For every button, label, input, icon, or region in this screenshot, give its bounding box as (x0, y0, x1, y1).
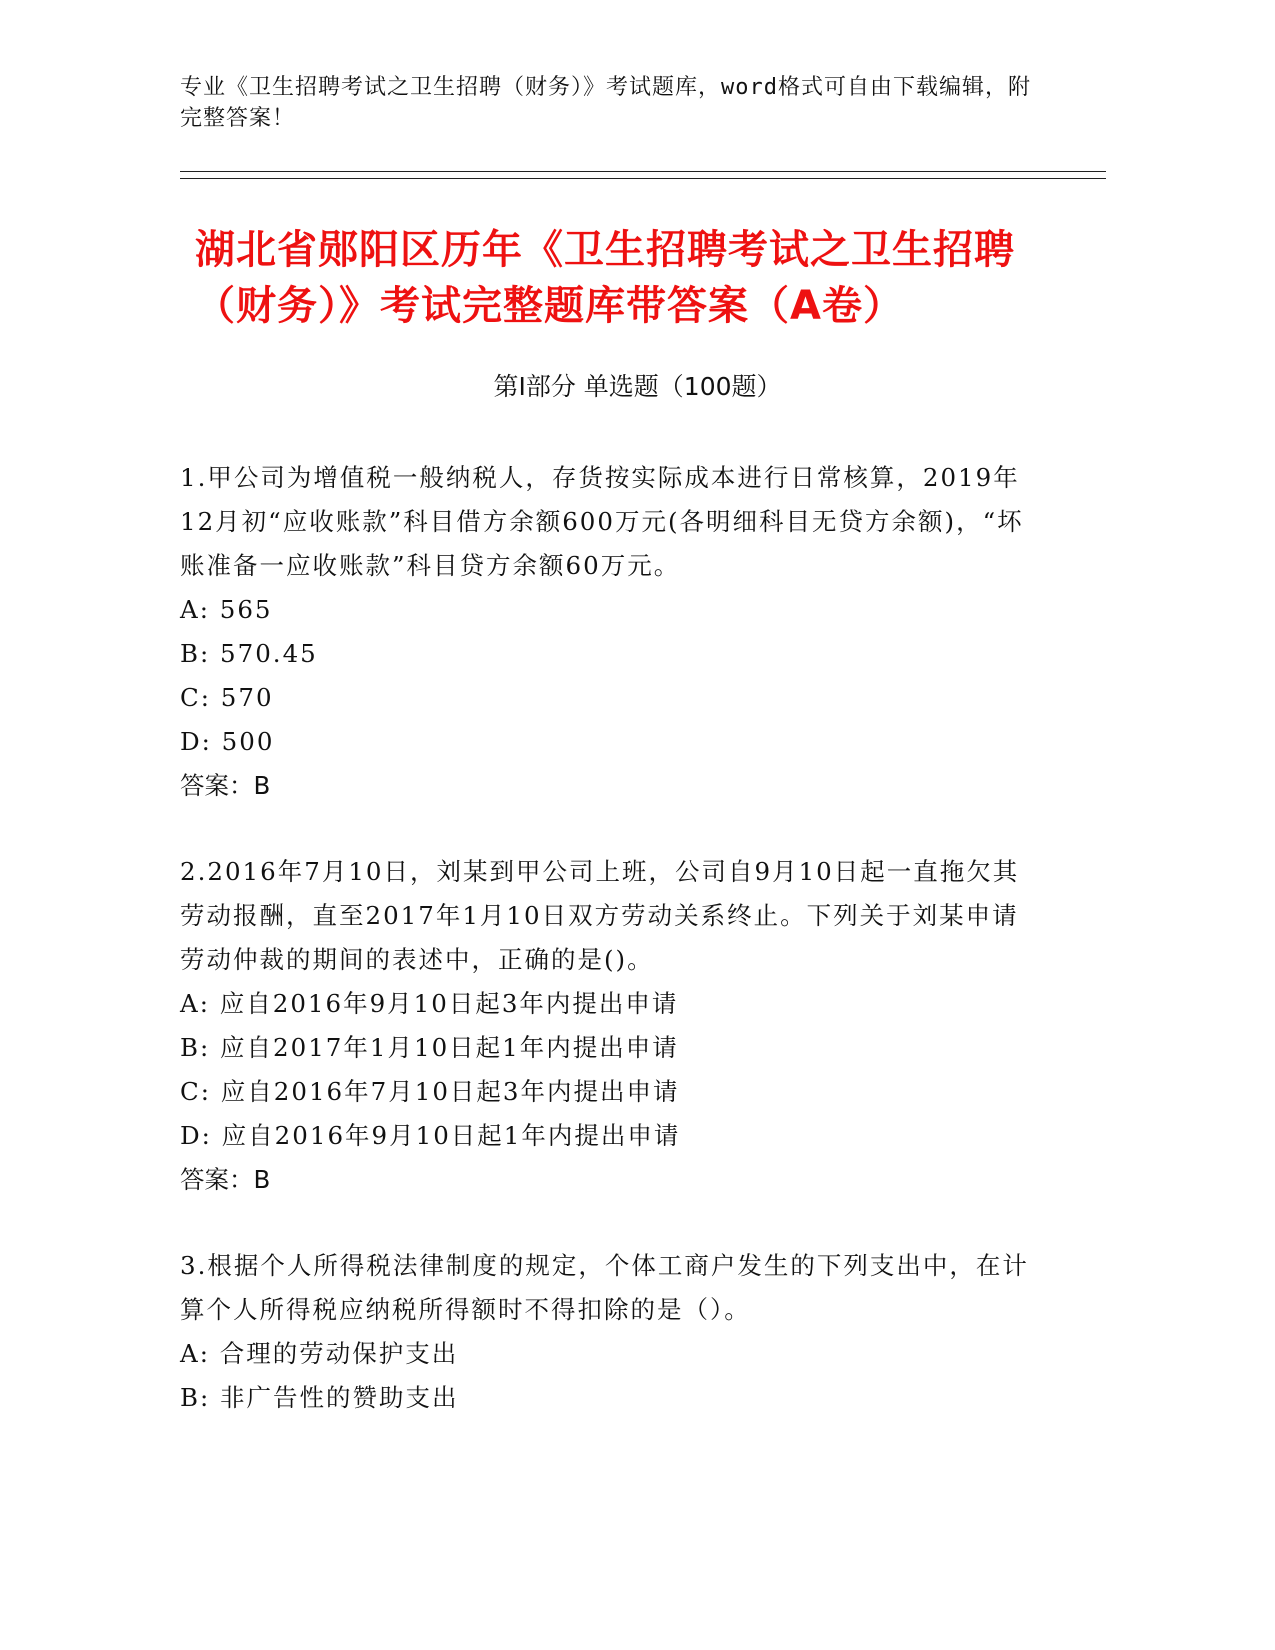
option-d: D: 应自2016年9月10日起1年内提出申请 (180, 1121, 681, 1150)
section-title: 第I部分 单选题（100题） (493, 372, 782, 401)
answer: 答案：B (180, 1165, 271, 1194)
question-stem: 1.甲公司为增值税一般纳税人，存货按实际成本进行日常核算，2019年12月初“应收账款”科目借方余额600万元(各明细科目无贷方余额)，“坏账准备一应收账款”科目贷方余额60万元。 (180, 463, 1024, 580)
question-3 (180, 1244, 1040, 1420)
answer: 答案：B (180, 771, 271, 800)
option-b: B: 非广告性的赞助支出 (180, 1383, 459, 1412)
option-c: C: 应自2016年7月10日起3年内提出申请 (180, 1077, 680, 1106)
document-title: 湖北省郧阳区历年《卫生招聘考试之卫生招聘（财务）》考试完整题库带答案（A卷） (195, 227, 1015, 329)
header-note: 专业《卫生招聘考试之卫生招聘（财务）》考试题库，word格式可自由下载编辑，附完整答案！ (180, 75, 1031, 131)
question-stem: 3.根据个人所得税法律制度的规定，个体工商户发生的下列支出中，在计算个人所得税应纳税所得额时不得扣除的是（）。 (180, 1251, 1029, 1324)
option-a: A: 565 (180, 595, 273, 624)
option-d: D: 500 (180, 727, 275, 756)
option-a: A: 应自2016年9月10日起3年内提出申请 (180, 989, 679, 1018)
question-stem: 2.2016年7月10日，刘某到甲公司上班，公司自9月10日起一直拖欠其劳动报酬，直至2017年1月10日双方劳动关系终止。下列关于刘某申请劳动仲裁的期间的表述中，正确的是()。 (180, 857, 1020, 974)
question-2 (180, 850, 1040, 1202)
option-b: B: 应自2017年1月10日起1年内提出申请 (180, 1033, 679, 1062)
header-rule-top (180, 171, 1106, 172)
question-list (180, 456, 1040, 1462)
option-c: C: 570 (180, 683, 274, 712)
header-rule-bottom (180, 178, 1106, 179)
option-a: A: 合理的劳动保护支出 (180, 1339, 459, 1368)
question-1 (180, 456, 1040, 808)
option-b: B: 570.45 (180, 639, 318, 668)
